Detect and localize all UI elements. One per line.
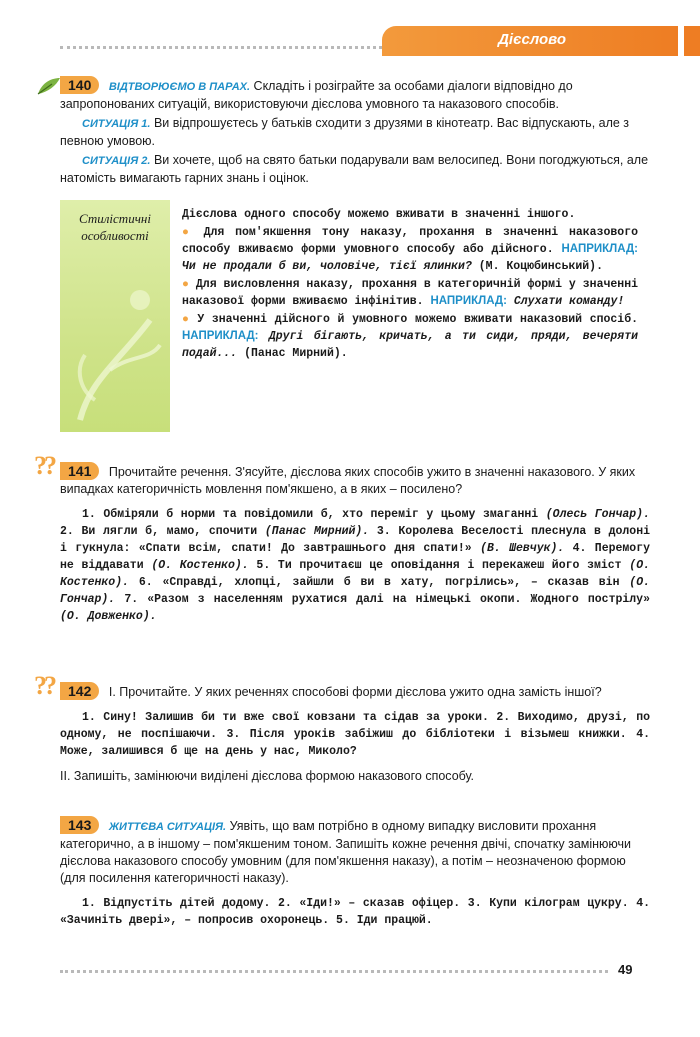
sentence-1-author: (Олесь Гончар). xyxy=(545,508,650,521)
svg-text:?: ? xyxy=(44,672,57,698)
exercise-141 xyxy=(60,462,650,625)
example-label: НАПРИКЛАД: xyxy=(430,295,507,307)
exercise-task: Прочитайте речення. З'ясуйте, дієслова яких способів ужито в значенні наказового. У яких випадках категоричність мовлення пом'якшено, а в яких – посилено? xyxy=(60,465,636,496)
theory-side-label-box xyxy=(60,200,170,432)
floral-ornament-icon xyxy=(60,260,170,430)
exercise-number: 142 xyxy=(60,682,99,700)
svg-text:?: ? xyxy=(34,672,47,698)
svg-text:?: ? xyxy=(44,452,57,478)
side-label-line-2: особливості xyxy=(81,228,149,243)
section-header-tab xyxy=(382,26,678,56)
theory-bullet-3 xyxy=(182,311,638,362)
sentence-4: 4. Перемогу не віддавати xyxy=(60,542,650,572)
sentence-7: 7. «Разом з населенням рухатися далі на німецькі окопи. Жодного пострілу» xyxy=(124,593,650,606)
sentence-5-author: (О. Костенко). xyxy=(60,559,651,589)
bullet-1-author: (М. Коцюбинський). xyxy=(478,260,603,273)
theory-bullet-1 xyxy=(182,224,638,275)
bullet-icon: ● xyxy=(182,278,189,291)
sentence-6: 6. «Справді, хлопці, зайшли б ви в хату, погрілись», – сказав він xyxy=(138,576,620,589)
bullet-2-text: Для висловлення наказу, прохання в категоричній формі у значенні наказової форми вживаємо інфінітив. xyxy=(182,278,638,308)
sentence-7-author: (О. Довженко). xyxy=(60,610,157,623)
leaf-icon xyxy=(34,76,62,98)
svg-text:?: ? xyxy=(34,452,47,478)
sentence-6-author: (О. Гончар). xyxy=(60,576,651,606)
side-label-line-1: Стилістичні xyxy=(79,211,151,226)
exercise-number: 141 xyxy=(60,462,99,480)
example-label: НАПРИКЛАД: xyxy=(182,330,259,342)
exercise-142-task-2: II. Запишіть, замінюючи виділені дієслова формою наказового способу. xyxy=(60,769,475,783)
exercise-142 xyxy=(60,682,650,785)
exercise-143 xyxy=(60,816,650,929)
page-number: 49 xyxy=(618,962,633,977)
bullet-icon: ● xyxy=(182,313,190,326)
exercise-141-sentences xyxy=(60,506,650,625)
side-label xyxy=(60,210,170,244)
sentence-2: 2. Ви лягли б, мамо, спочити xyxy=(60,525,258,538)
bullet-3-author: (Панас Мирний). xyxy=(244,347,348,360)
sentence-3-author: (В. Шевчук). xyxy=(480,542,565,555)
bullet-2-example: Слухати команду! xyxy=(513,295,625,308)
sentence-4-author: (О. Костенко). xyxy=(151,559,249,572)
sentence-3: 3. Королева Веселості плеснула в долоні і гукнула: «Спати всім, спати! До завтрашнього дня спати!» xyxy=(60,525,650,555)
exercise-task: I. Прочитайте. У яких реченнях способові форми дієслова ужито одна замість іншої? xyxy=(108,685,602,699)
situation-2-label: СИТУАЦІЯ 2. xyxy=(82,155,151,167)
sentence-1: 1. Обміряли б норми та повідомили б, хто переміг у цьому змаганні xyxy=(82,508,539,521)
bullet-3-example: Другі бігають, кричать, а ти сиди, пряди, вечеряти подай... xyxy=(182,330,638,360)
exercise-number: 143 xyxy=(60,816,99,834)
exercise-142-text: 1. Сину! Залишив би ти вже свої ковзани та сідав за уроки. 2. Виходимо, друзі, по одному, не поспішаючи. 3. Після уроків забіжиш до бібліотеки і візьмеш книжки. 4. Може, залишився б ще на день у нас, Миколо? xyxy=(60,711,650,758)
exercise-tag: ВІДТВОРЮЄМО В ПАРАХ. xyxy=(108,81,251,93)
section-title: Дієслово xyxy=(498,31,566,48)
bullet-1-text: Для пом'якшення тону наказу, прохання в значенні наказового способу вживаємо форми умовного способу або дійсного. xyxy=(182,226,638,256)
example-label: НАПРИКЛАД: xyxy=(561,243,638,255)
sentence-5: 5. Ти прочитаєш це оповідання і перекажеш його зміст xyxy=(256,559,622,572)
exercise-task: Складіть і розіграйте за особами діалоги відповідно до запропонованих ситуацій, використовуючи дієслова умовного та наказового способів. xyxy=(60,79,573,111)
theory-intro: Дієслова одного способу можемо вживати в значенні іншого. xyxy=(182,208,576,221)
header-edge-bar xyxy=(684,26,700,56)
exercise-number: 140 xyxy=(60,76,99,94)
question-mark-icon xyxy=(32,672,62,698)
situation-2-text: Ви хочете, щоб на свято батьки подарували вам велосипед. Вони погоджуються, але натомість вимагають гарних знань і оцінок. xyxy=(60,153,649,185)
exercise-task: Уявіть, що вам потрібно в одному випадку висловити прохання категорично, а в іншому – пом'якшеним тоном. Запишіть кожне речення двічі, спочатку замінюючи дієслова наказового способу умовним (для пом'якшення наказу), а потім – неозначеною формою (для посилення категоричності наказу). xyxy=(60,819,632,885)
bullet-icon: ● xyxy=(182,226,193,239)
header-dotted-rule xyxy=(60,46,382,49)
bullet-1-example: Чи не продали б ви, чоловіче, тієї ялинки? xyxy=(182,260,472,273)
theory-text xyxy=(182,206,638,363)
bullet-3-text: У значенні дійсного й умовного можемо вживати наказовий спосіб. xyxy=(197,313,639,326)
theory-bullet-2 xyxy=(182,276,638,310)
footer-dotted-rule xyxy=(60,970,608,973)
exercise-tag: ЖИТТЄВА СИТУАЦІЯ. xyxy=(108,821,227,833)
exercise-143-text: 1. Відпустіть дітей додому. 2. «Іди!» – сказав офіцер. 3. Купи кілограм цукру. 4. «Зачиніть двері», – попросив охоронець. 5. Іди працюй. xyxy=(60,897,650,927)
exercise-140 xyxy=(60,76,650,187)
situation-1-text: Ви відпрошуєтесь у батьків сходити з друзями в кінотеатр. Вас відпускають, але з певною умовою. xyxy=(60,116,630,148)
situation-1-label: СИТУАЦІЯ 1. xyxy=(82,118,151,130)
sentence-2-author: (Панас Мирний). xyxy=(264,525,370,538)
question-mark-icon xyxy=(32,452,62,478)
